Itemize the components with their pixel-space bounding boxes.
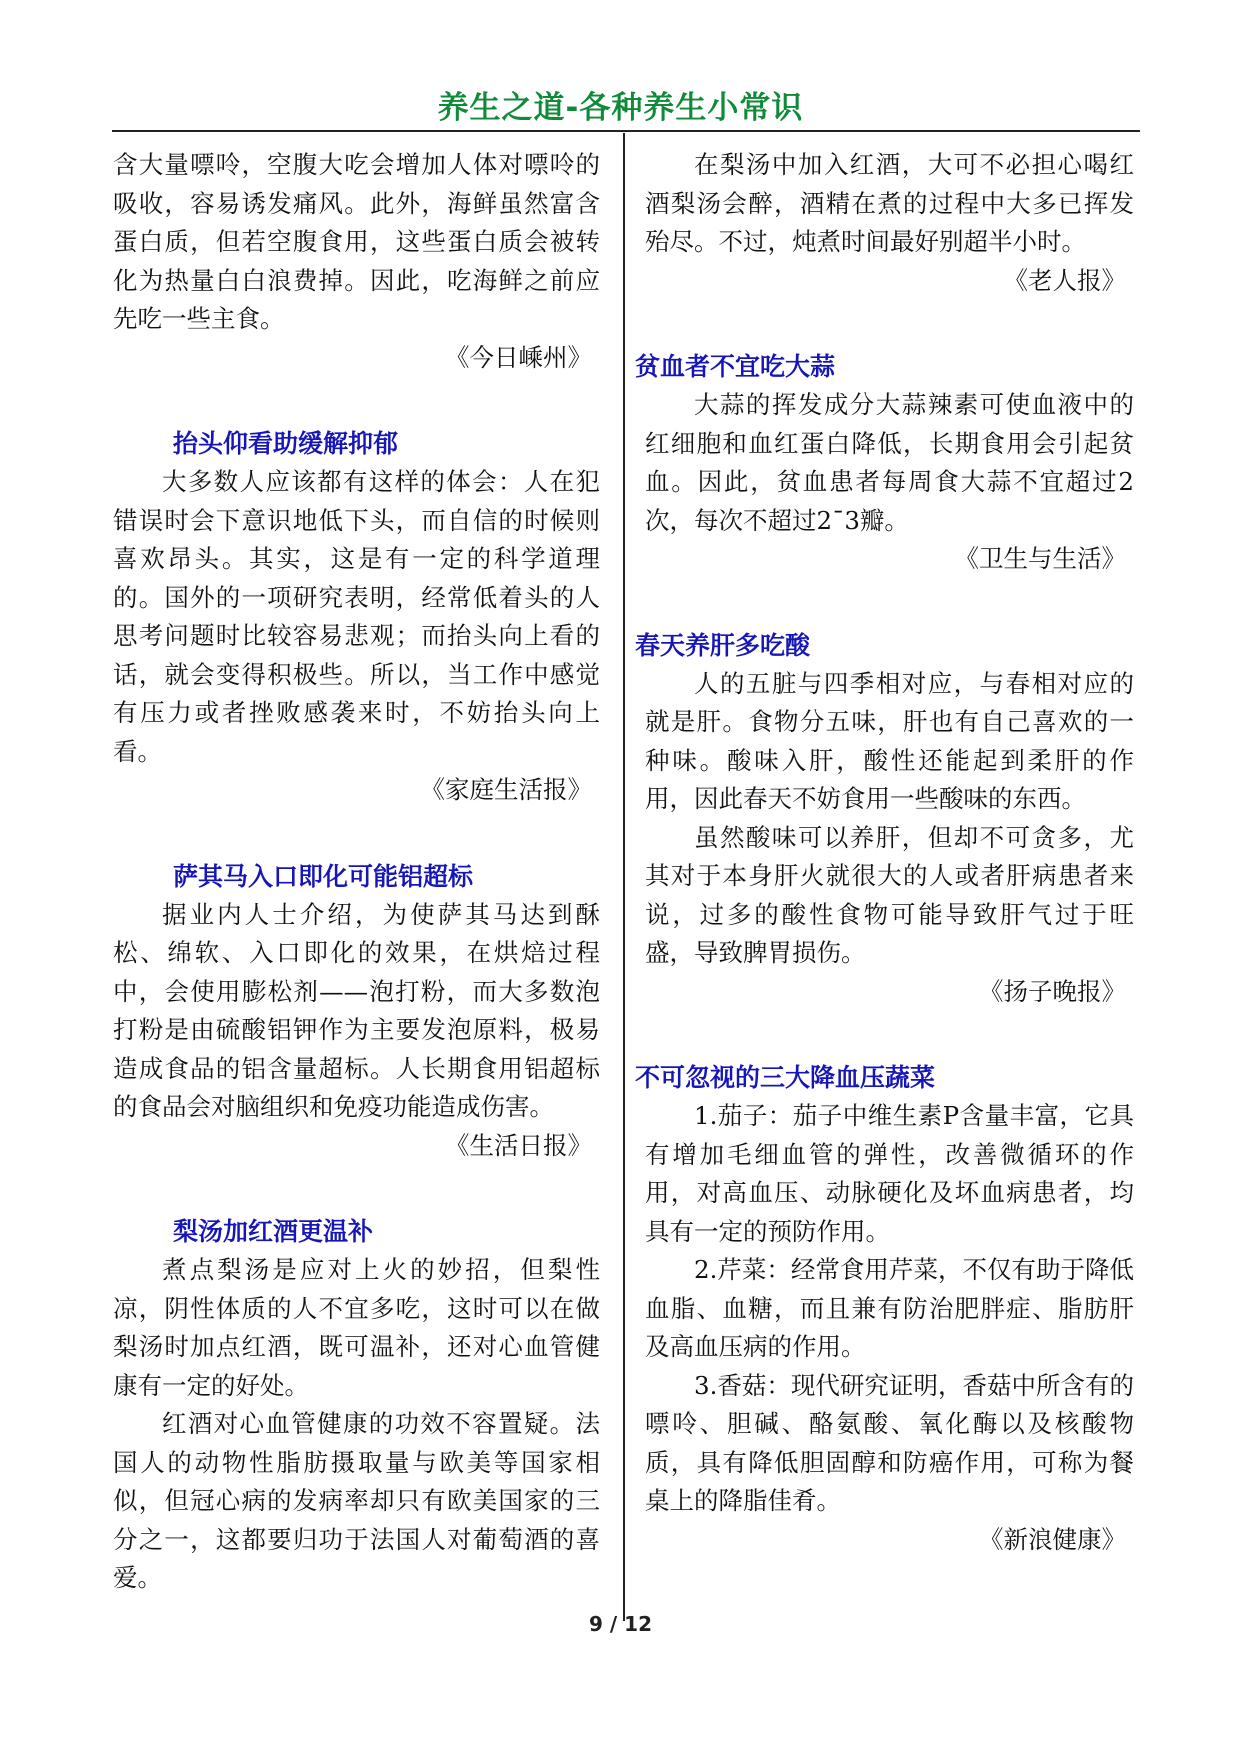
right-column [635,146,1134,1559]
article-paragraph: 人的五脏与四季相对应，与春相对应的就是肝。食物分五味，肝也有自己喜欢的一种味。酸味入肝，酸性还能起到柔肝的作用，因此春天不妨食用一些酸味的东西。 [645,668,1134,813]
article-paragraph: 1.茄子：茄子中维生素P含量丰富，它具有增加毛细血管的弹性，改善微循环的作用，对高血压、动脉硬化及坏血病患者，均具有一定的预防作用。 [645,1101,1134,1246]
article-source: 《新浪健康》 [979,1524,1126,1554]
page-header-title: 养生之道-各种养生小常识 [437,90,804,126]
article-paragraph: 据业内人士介绍，为使萨其马达到酥松、绵软、入口即化的效果，在烘焙过程中，会使用膨松剂——泡打粉，而大多数泡打粉是由硫酸铝钾作为主要发泡原料，极易造成食品的铝含量超标。人长期食用铝超标的食品会对脑组织和免疫功能造成伤害。 [113,899,600,1121]
intro-paragraph: 含大量嘌呤，空腹大吃会增加人体对嘌呤的吸收，容易诱发痛风。此外，海鲜虽然富含蛋白质，但若空腹食用，这些蛋白质会被转化为热量白白浪费掉。因此，吃海鲜之前应先吃一些主食。 [113,150,600,333]
column-divider [623,133,625,1621]
article-title-pear-soup: 梨汤加红酒更温补 [173,1217,374,1246]
article-title-spring-liver: 春天养肝多吃酸 [635,630,811,660]
article-title-saqima: 萨其马入口即化可能铝超标 [173,861,474,891]
article-title-blood-pressure-vegetables: 不可忽视的三大降血压蔬菜 [635,1063,936,1092]
left-column [113,146,600,1598]
article-paragraph: 在梨汤中加入红酒，大可不必担心喝红酒梨汤会醉，酒精在煮的过程中大多已挥发殆尽。不过，炖煮时间最好别超半小时。 [645,150,1134,256]
article-source: 《卫生与生活》 [954,544,1126,573]
article-paragraph: 红酒对心血管健康的功效不容置疑。法国人的动物性脂肪摄取量与欧美等国家相似，但冠心病的发病率却只有欧美国家的三分之一，这都要归功于法国人对葡萄酒的喜爱。 [113,1409,600,1592]
header-rule [112,130,1140,132]
article-paragraph: 煮点梨汤是应对上火的妙招，但梨性凉，阴性体质的人不宜多吃，这时可以在做梨汤时加点红酒，既可温补，还对心血管健康有一定的好处。 [113,1255,600,1400]
article-title-look-up: 抬头仰看助缓解抑郁 [173,429,399,458]
article-source: 《扬子晚报》 [979,976,1126,1006]
article-title-garlic: 贫血者不宜吃大蒜 [635,352,836,381]
article-paragraph: 虽然酸味可以养肝，但却不可贪多，尤其对于本身肝火就很大的人或者肝病患者来说，过多的酸性食物可能导致肝气过于旺盛，导致脾胃损伤。 [645,822,1134,967]
article-source: 《生活日报》 [445,1130,592,1160]
article-paragraph: 大多数人应该都有这样的体会：人在犯错误时会下意识地低下头，而自信的时候则喜欢昂头。其实，这是有一定的科学道理的。国外的一项研究表明，经常低着头的人思考问题时比较容易悲观；而抬头向上看的话，就会变得积极些。所以，当工作中感觉有压力或者挫败感袭来时，不妨抬头向上看。 [113,467,600,766]
article-paragraph: 3.香菇：现代研究证明，香菇中所含有的嘌呤、胆碱、酪氨酸、氧化酶以及核酸物质，具有降低胆固醇和防癌作用，可称为餐桌上的降脂佳肴。 [645,1370,1134,1515]
article-source: 《家庭生活报》 [420,775,592,804]
article-paragraph: 2.芹菜：经常食用芹菜，不仅有助于降低血脂、血糖，而且兼有防治肥胖症、脂肪肝及高血压病的作用。 [645,1255,1134,1361]
intro-source: 《今日嵊州》 [445,342,592,372]
article-source: 《老人报》 [1003,265,1126,295]
page-number: 9 / 12 [589,1612,652,1636]
article-paragraph: 大蒜的挥发成分大蒜辣素可使血液中的红细胞和血红蛋白降低，长期食用会引起贫血。因此，贫血患者每周食大蒜不宜超过2次，每次不超过2¯3瓣。 [645,390,1134,535]
